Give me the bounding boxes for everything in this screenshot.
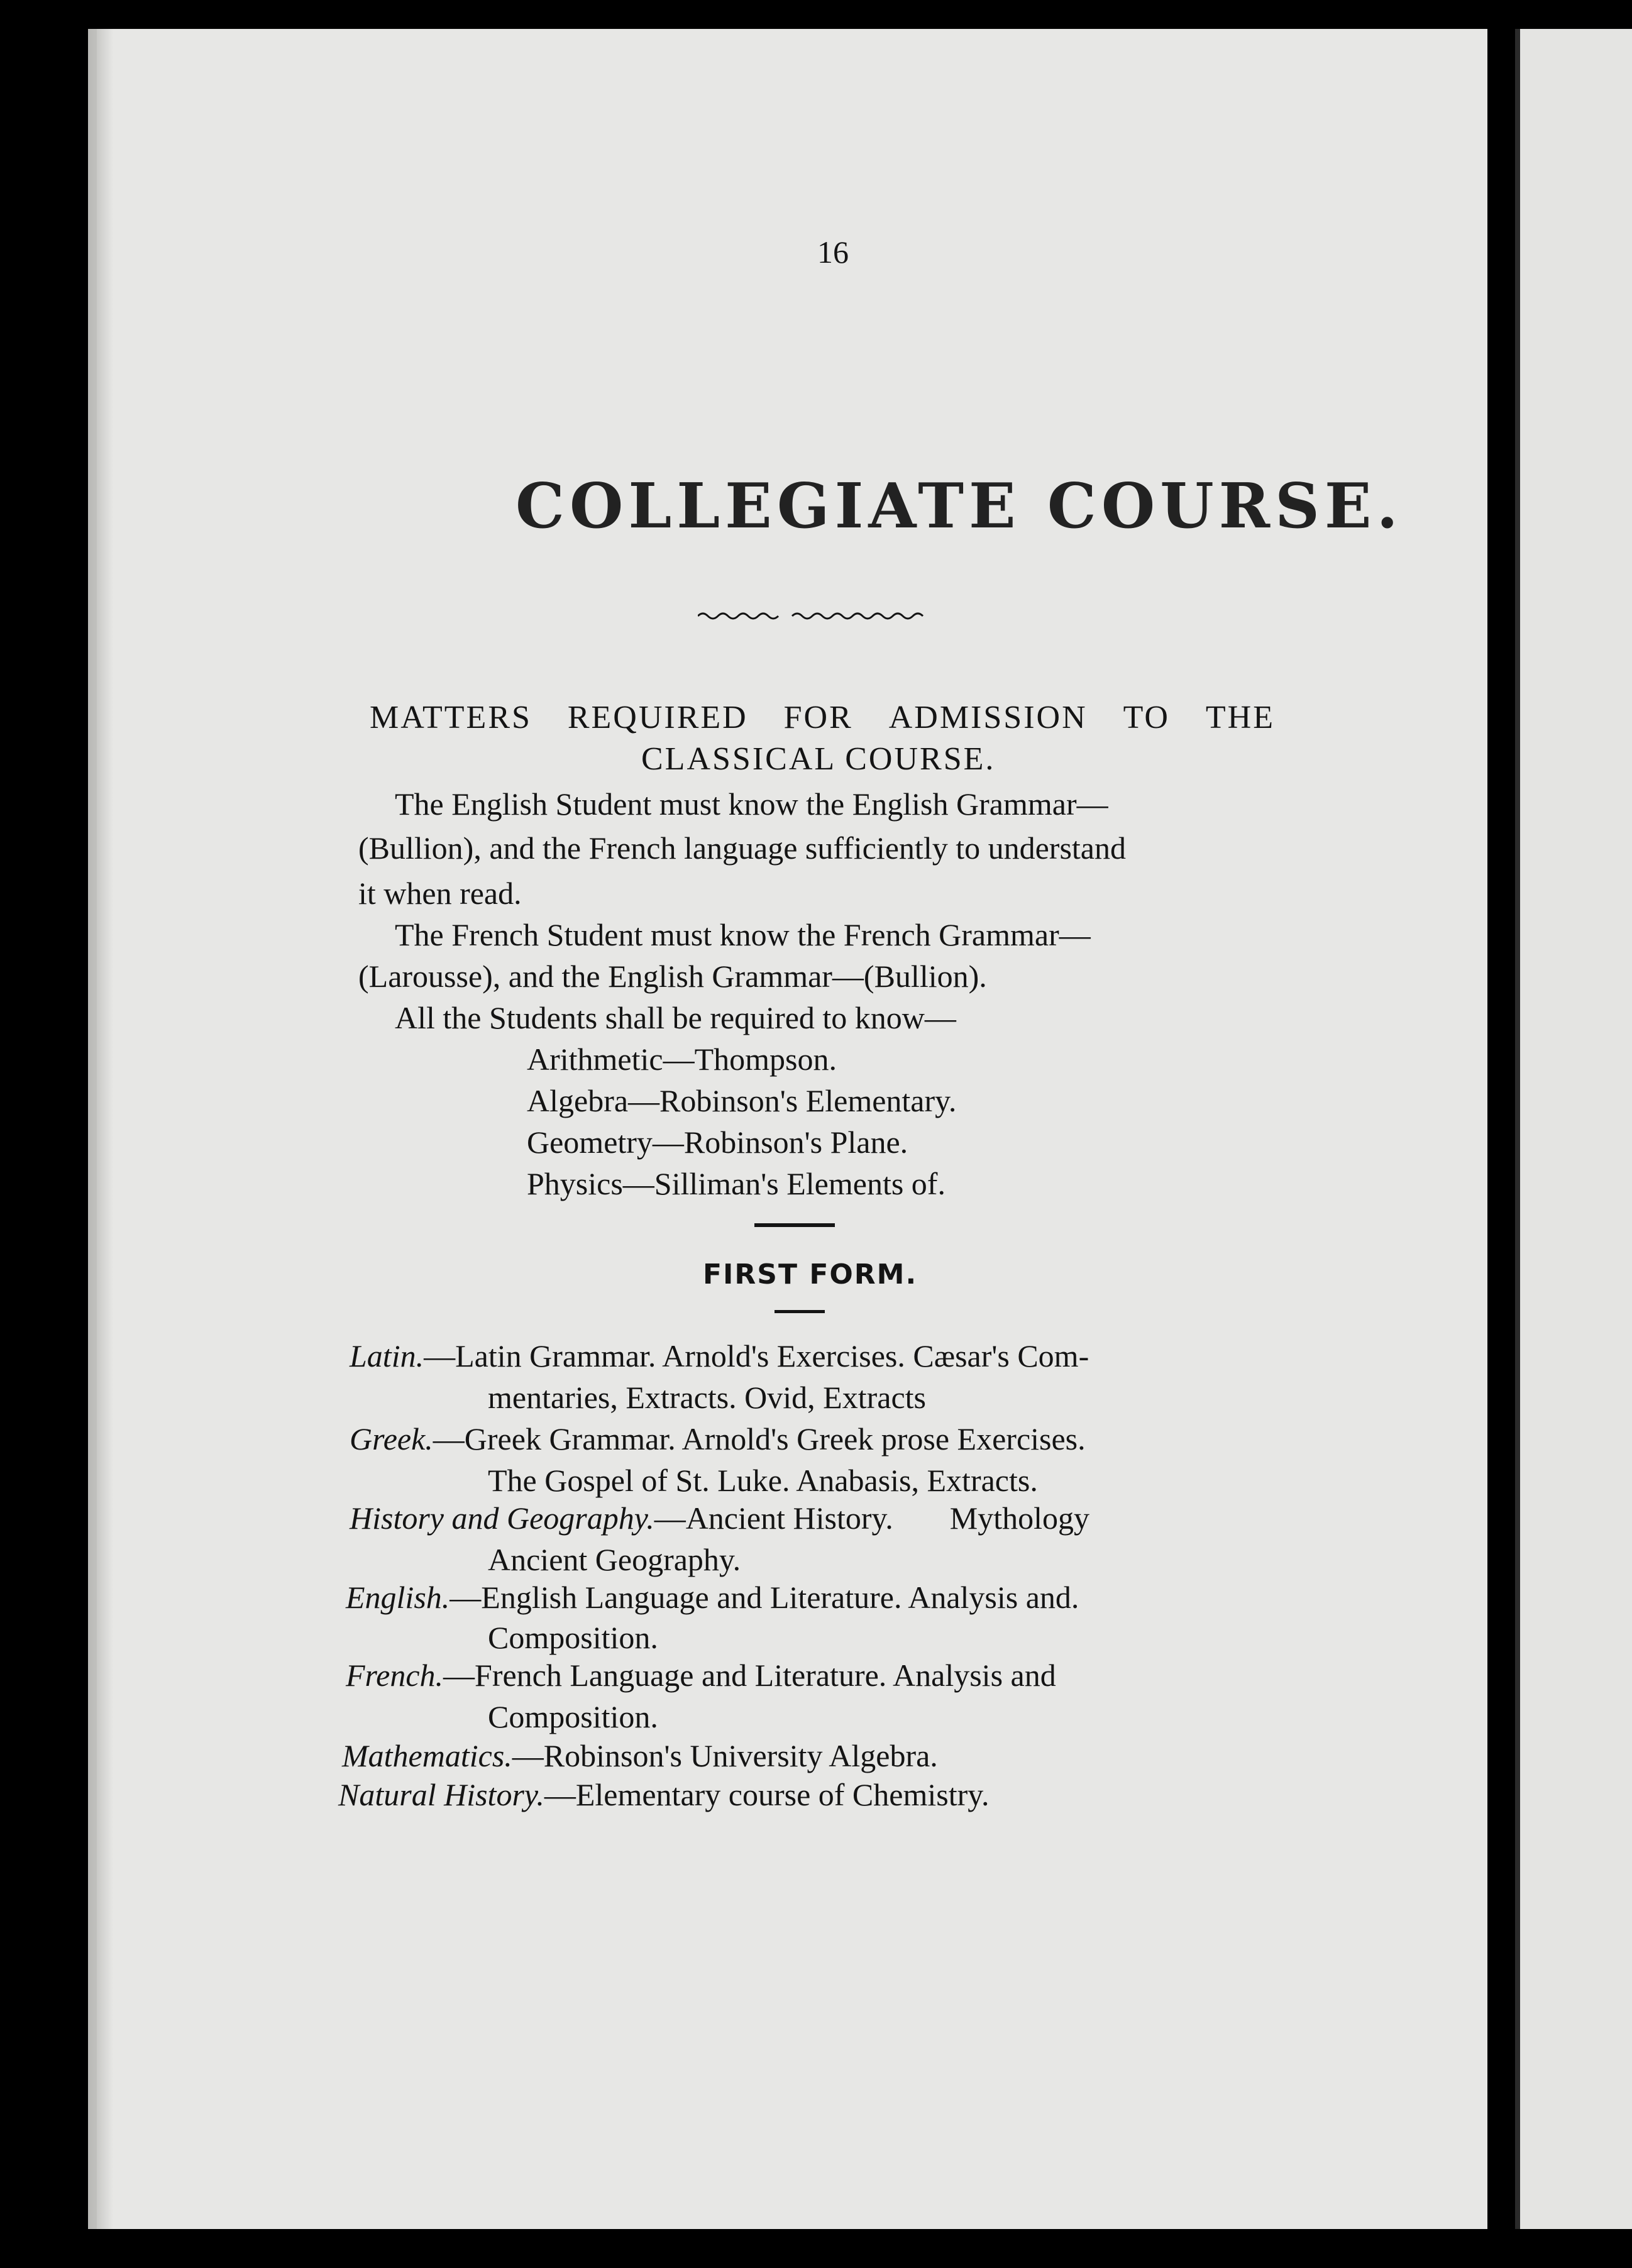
latin-entry-continuation: mentaries, Extracts. Ovid, Extracts [488, 1380, 926, 1415]
all-students-paragraph: All the Students shall be required to know— [395, 1000, 956, 1035]
greek-entry-continuation: The Gospel of St. Luke. Anabasis, Extracts. [488, 1463, 1038, 1498]
french-student-paragraph-line: The French Student must know the French Grammar— [395, 917, 1091, 952]
english-student-paragraph-line: The English Student must know the English Grammar— [395, 786, 1108, 822]
page-title: COLLEGIATE COURSE. [516, 470, 1403, 542]
english-student-paragraph-line: it when read. [358, 876, 522, 911]
heading-word: MATTERS [370, 700, 532, 735]
heading-word: ADMISSION [888, 700, 1088, 735]
subject-text: —Greek Grammar. Arnold's Greek prose Exercises. [433, 1421, 1086, 1456]
french-entry-continuation: Composition. [488, 1699, 658, 1734]
natural-history-entry [338, 1776, 990, 1813]
english-entry [346, 1579, 1079, 1616]
subject-label: Mathematics. [342, 1738, 512, 1773]
section-divider [775, 1310, 825, 1313]
ornamental-wavy-divider [698, 608, 937, 624]
subject-text: —French Language and Literature. Analysis and [443, 1658, 1056, 1693]
facing-page-edge [1515, 29, 1632, 2229]
french-student-paragraph-line: (Larousse), and the English Grammar—(Bullion). [358, 959, 987, 994]
requirement-item: Physics—Silliman's Elements of. [527, 1166, 946, 1201]
heading-word: THE [1205, 700, 1275, 735]
requirement-item: Arithmetic—Thompson. [527, 1042, 837, 1077]
heading-word: REQUIRED [567, 700, 748, 735]
heading-word: TO [1123, 700, 1170, 735]
subject-text: —Latin Grammar. Arnold's Exercises. Cæsar's Com- [424, 1338, 1089, 1373]
subject-text: —English Language and Literature. Analysis and. [449, 1580, 1079, 1615]
latin-entry [350, 1338, 1089, 1374]
subject-text: Mythology [949, 1500, 1089, 1536]
admission-heading-line2: CLASSICAL COURSE. [641, 741, 996, 777]
mathematics-entry [342, 1737, 938, 1774]
admission-heading-line1 [370, 699, 1275, 736]
page-number: 16 [817, 234, 849, 270]
subject-text: —Robinson's University Algebra. [512, 1738, 938, 1773]
subject-text: —Elementary course of Chemistry. [544, 1777, 990, 1812]
subject-text: —Ancient History. [654, 1500, 893, 1536]
history-entry [350, 1500, 1089, 1536]
requirement-item: Algebra—Robinson's Elementary. [527, 1083, 957, 1118]
requirement-item: Geometry—Robinson's Plane. [527, 1125, 908, 1160]
subject-label: English. [346, 1580, 450, 1615]
english-entry-continuation: Composition. [488, 1620, 658, 1655]
heading-word: FOR [783, 700, 853, 735]
first-form-heading: FIRST FORM. [703, 1258, 918, 1291]
subject-label: History and Geography. [350, 1500, 654, 1536]
page-edge-shadow [88, 29, 113, 2229]
french-entry [346, 1657, 1056, 1693]
greek-entry [350, 1421, 1086, 1457]
subject-label: Natural History. [338, 1777, 544, 1812]
subject-label: Greek. [350, 1421, 433, 1456]
subject-label: French. [346, 1658, 444, 1693]
history-entry-continuation: Ancient Geography. [488, 1542, 741, 1577]
english-student-paragraph-line: (Bullion), and the French language sufficiently to understand [358, 830, 1126, 866]
section-divider [754, 1223, 835, 1227]
subject-label: Latin. [350, 1338, 424, 1373]
